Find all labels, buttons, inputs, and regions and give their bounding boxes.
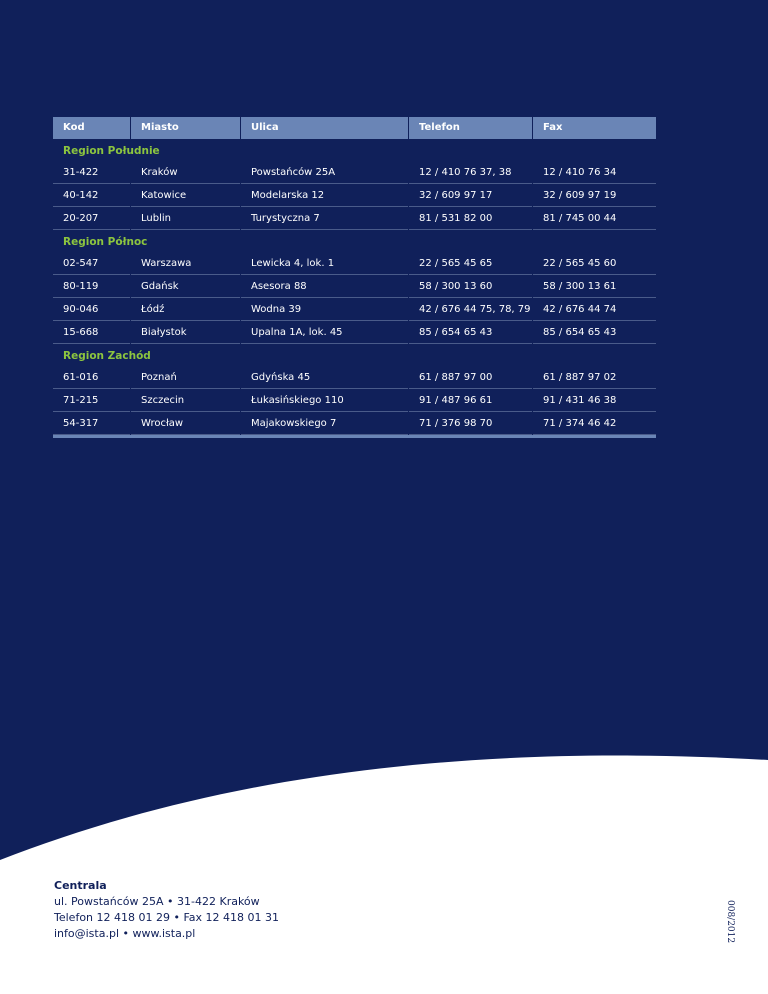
cell-kod: 02-547 [53,252,130,275]
cell-miasto: Białystok [131,321,240,344]
header-fax: Fax [533,117,656,139]
cell-fax: 81 / 745 00 44 [533,207,656,230]
table-row [53,389,656,412]
cell-miasto: Gdańsk [131,275,240,298]
document-code: 008/2012 [725,900,735,944]
cell-miasto: Lublin [131,207,240,230]
header-miasto: Miasto [131,117,240,139]
cell-fax: 32 / 609 97 19 [533,184,656,207]
cell-miasto: Warszawa [131,252,240,275]
cell-fax: 42 / 676 44 74 [533,298,656,321]
cell-telefon: 58 / 300 13 60 [409,275,532,298]
cell-ulica: Modelarska 12 [241,184,408,207]
cell-telefon: 22 / 565 45 65 [409,252,532,275]
table-row [53,298,656,321]
cell-telefon: 12 / 410 76 37, 38 [409,161,532,184]
cell-kod: 54-317 [53,412,130,435]
table-row [53,252,656,275]
footer-contact: info@ista.pl • www.ista.pl [54,927,196,940]
cell-ulica: Lewicka 4, lok. 1 [241,252,408,275]
footer-address: ul. Powstańców 25A • 31-422 Kraków [54,895,260,908]
cell-ulica: Wodna 39 [241,298,408,321]
cell-miasto: Szczecin [131,389,240,412]
cell-telefon: 81 / 531 82 00 [409,207,532,230]
footer-phone-fax: Telefon 12 418 01 29 • Fax 12 418 01 31 [54,911,280,924]
headquarters-contact [54,878,279,942]
cell-telefon: 71 / 376 98 70 [409,412,532,435]
cell-kod: 90-046 [53,298,130,321]
cell-miasto: Kraków [131,161,240,184]
cell-fax: 22 / 565 45 60 [533,252,656,275]
cell-telefon: 32 / 609 97 17 [409,184,532,207]
cell-telefon: 42 / 676 44 75, 78, 79 [409,298,532,321]
cell-kod: 20-207 [53,207,130,230]
table-row [53,161,656,184]
cell-kod: 31-422 [53,161,130,184]
table-row [53,275,656,298]
cell-telefon: 85 / 654 65 43 [409,321,532,344]
cell-kod: 80-119 [53,275,130,298]
cell-ulica: Upalna 1A, lok. 45 [241,321,408,344]
header-kod: Kod [53,117,130,139]
region-heading-poludnie: Region Południe [63,145,160,157]
cell-telefon: 61 / 887 97 00 [409,366,532,389]
cell-fax: 91 / 431 46 38 [533,389,656,412]
cell-miasto: Łódź [131,298,240,321]
cell-miasto: Poznań [131,366,240,389]
cell-fax: 12 / 410 76 34 [533,161,656,184]
cell-ulica: Majakowskiego 7 [241,412,408,435]
cell-ulica: Asesora 88 [241,275,408,298]
cell-fax: 85 / 654 65 43 [533,321,656,344]
cell-kod: 71-215 [53,389,130,412]
cell-telefon: 91 / 487 96 61 [409,389,532,412]
table-row [53,207,656,230]
branch-offices-table [53,117,656,438]
cell-kod: 40-142 [53,184,130,207]
cell-ulica: Łukasińskiego 110 [241,389,408,412]
cell-fax: 61 / 887 97 02 [533,366,656,389]
cell-ulica: Powstańców 25A [241,161,408,184]
cell-miasto: Wrocław [131,412,240,435]
region-heading-zachod: Region Zachód [63,350,151,362]
table-header [53,117,656,139]
cell-kod: 61-016 [53,366,130,389]
table-row [53,184,656,207]
cell-fax: 58 / 300 13 61 [533,275,656,298]
header-telefon: Telefon [409,117,532,139]
region-heading-polnoc: Region Północ [63,236,148,248]
cell-kod: 15-668 [53,321,130,344]
footer-title: Centrala [54,879,107,892]
header-ulica: Ulica [241,117,408,139]
table-row [53,321,656,344]
table-bottom-rule [53,435,656,438]
table-row [53,412,656,435]
table-row [53,366,656,389]
cell-miasto: Katowice [131,184,240,207]
cell-ulica: Gdyńska 45 [241,366,408,389]
cell-ulica: Turystyczna 7 [241,207,408,230]
cell-fax: 71 / 374 46 42 [533,412,656,435]
